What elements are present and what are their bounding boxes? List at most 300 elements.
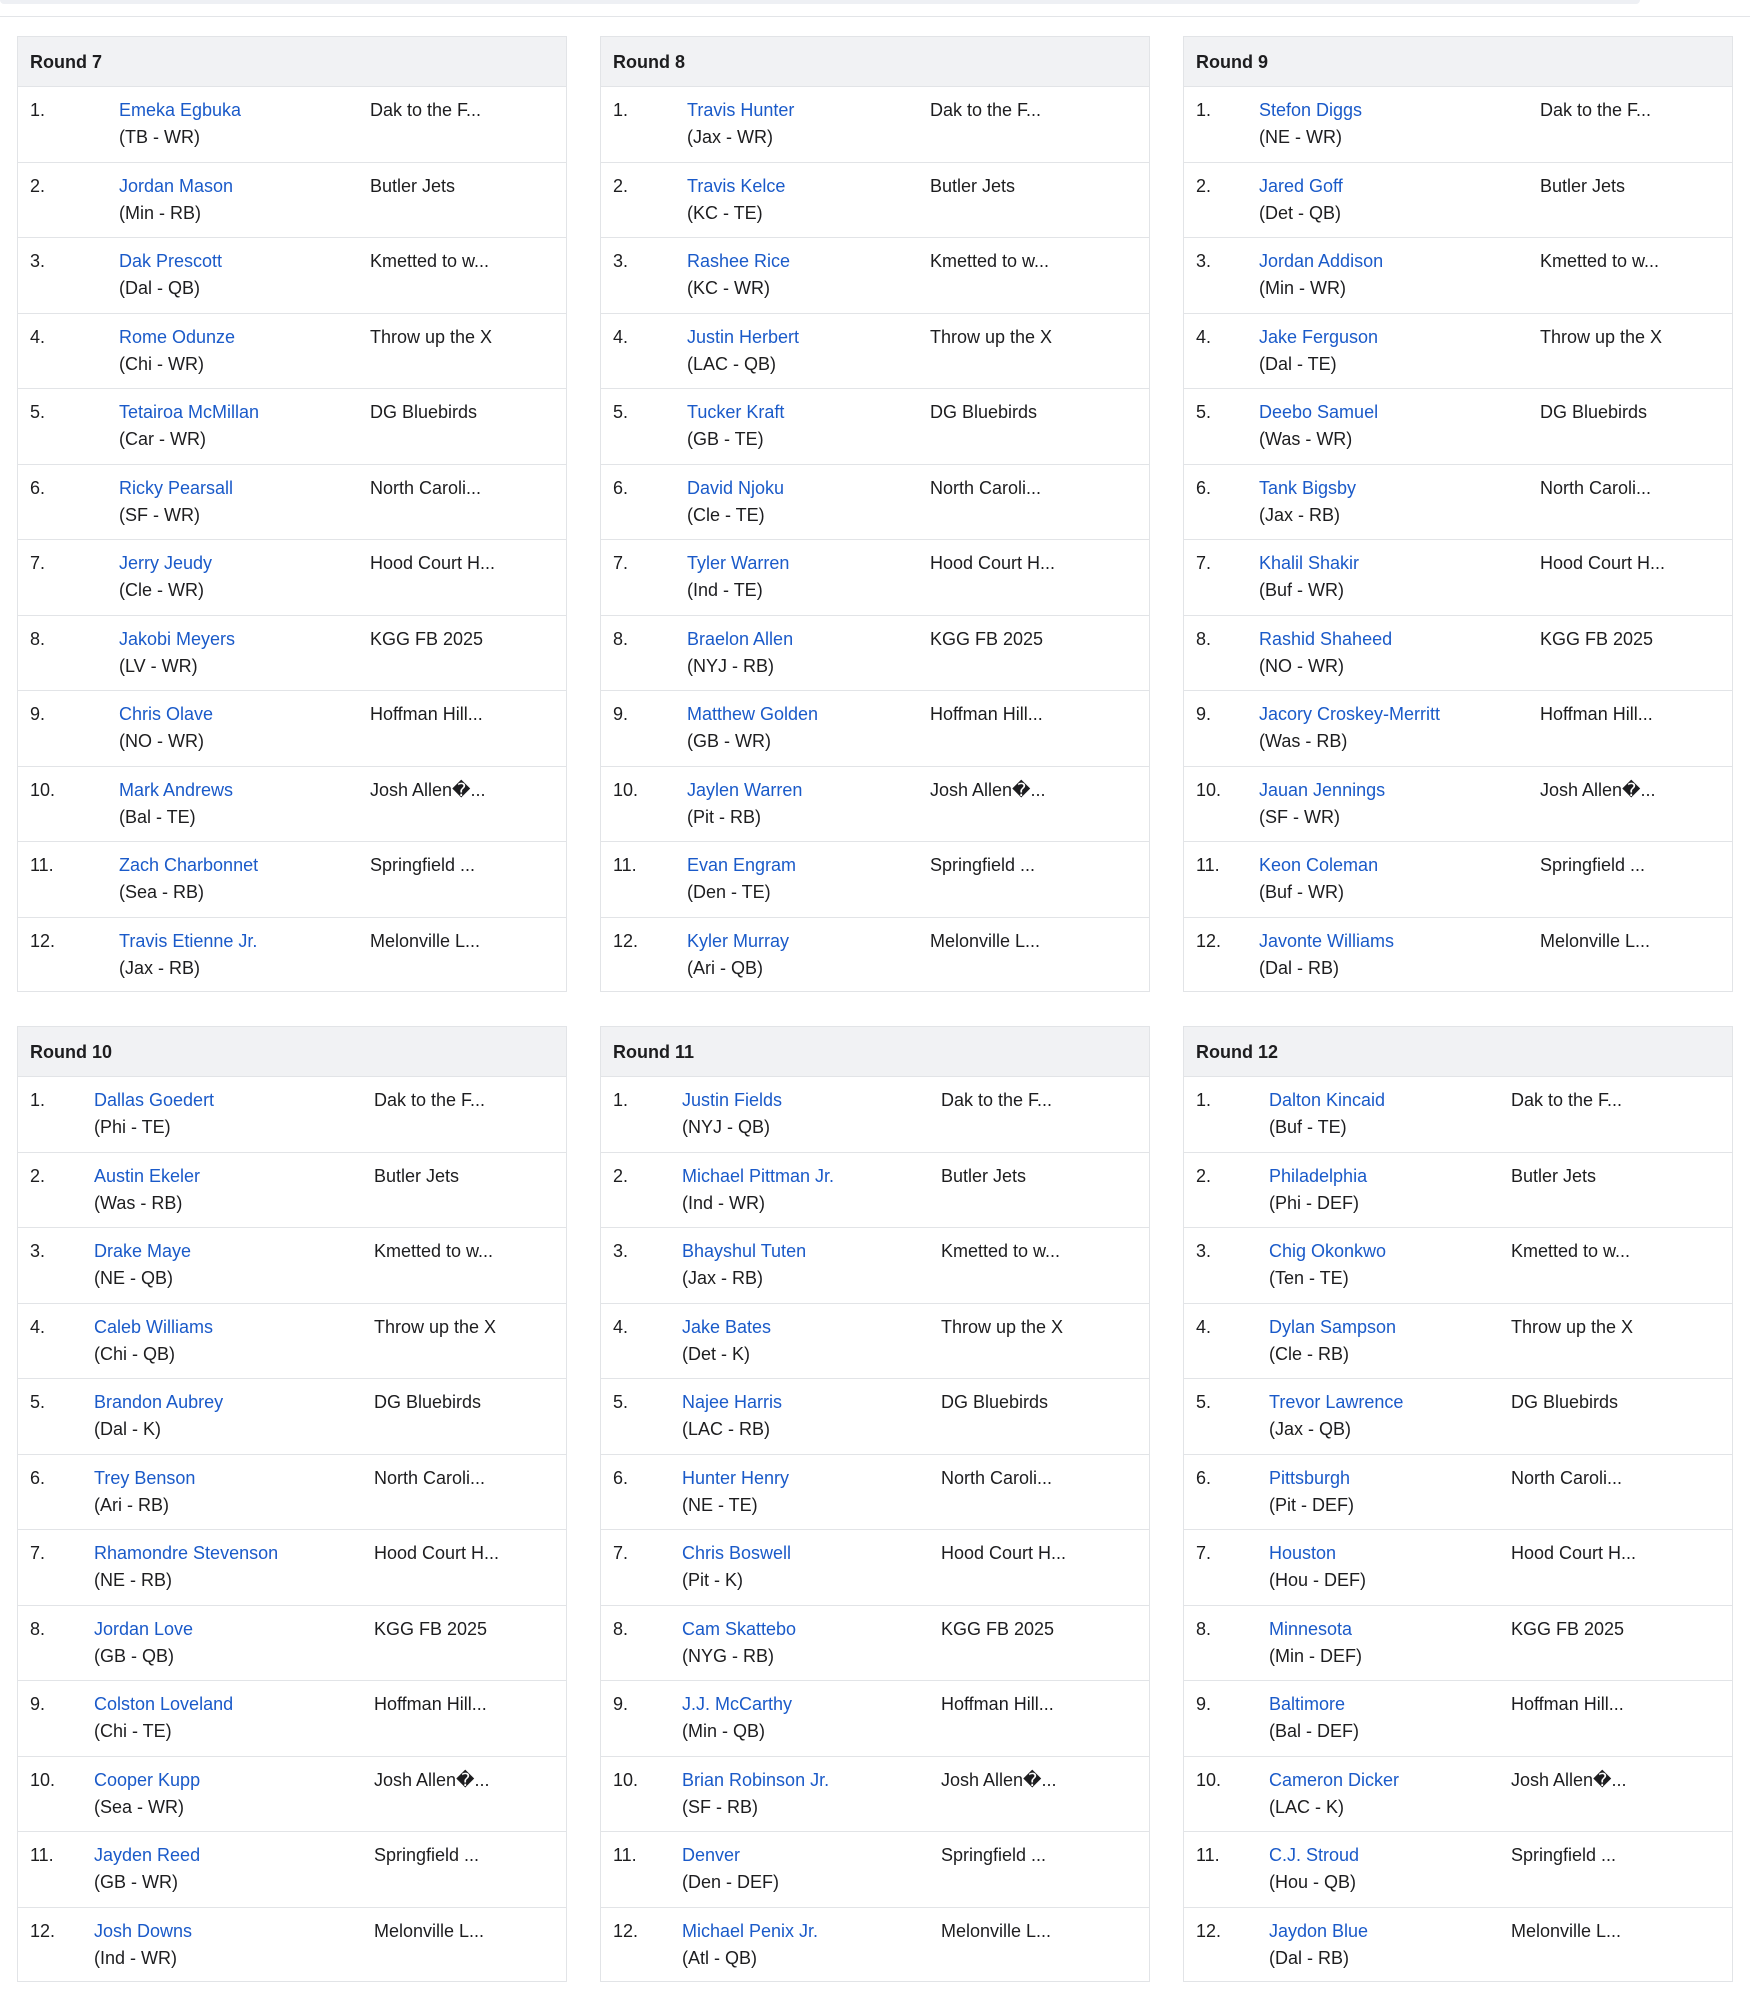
fantasy-team-name: DG Bluebirds [1540, 402, 1648, 422]
player-team-position: (Ten - TE) [1269, 1268, 1349, 1288]
player-link[interactable]: Chris Olave [119, 704, 214, 724]
player-team-position: (GB - TE) [687, 429, 764, 449]
player-link[interactable]: Jaylen Warren [687, 779, 803, 800]
player-link[interactable]: Drake Maye [94, 1241, 192, 1261]
player-team-position: (Jax - QB) [1269, 1419, 1352, 1439]
player-link[interactable]: Minnesota [1269, 1618, 1353, 1639]
fantasy-team-name: Melonville L... [930, 930, 1041, 951]
pick-number: 6. [613, 477, 629, 498]
player-link[interactable]: Deebo Samuel [1259, 402, 1379, 422]
player-team-position: (Was - RB) [1259, 731, 1348, 751]
player-team-position: (Det - K) [682, 1343, 751, 1364]
round-title: Round 9 [1184, 37, 1732, 87]
fantasy-team-name: Dak to the F... [370, 100, 482, 120]
player-link[interactable]: Colston Loveland [94, 1694, 234, 1714]
fantasy-team-name: Kmetted to w... [370, 251, 490, 271]
fantasy-team-name: Butler Jets [374, 1165, 460, 1186]
pick-number: 9. [1196, 1694, 1212, 1714]
pick-row [18, 1379, 566, 1455]
pick-row [18, 1832, 566, 1908]
fantasy-team-name: Throw up the X [1511, 1316, 1634, 1337]
player-team-position: (SF - RB) [682, 1796, 758, 1817]
pick-row [18, 1681, 566, 1757]
fantasy-team-name: Kmetted to w... [941, 1241, 1061, 1261]
player-link[interactable]: Zach Charbonnet [119, 855, 259, 875]
fantasy-team-name: Butler Jets [1540, 175, 1626, 196]
player-link[interactable]: Michael Pittman Jr. [682, 1165, 835, 1186]
round-panel [600, 1026, 1150, 1982]
player-team-position: (Jax - RB) [682, 1268, 763, 1288]
pick-row [18, 389, 566, 465]
player-team-position: (Phi - DEF) [1269, 1192, 1359, 1213]
player-link[interactable]: C.J. Stroud [1269, 1845, 1360, 1865]
pick-row [18, 1530, 566, 1606]
pick-row [18, 1228, 566, 1304]
pick-row [601, 1908, 1149, 1984]
player-team-position: (Sea - WR) [94, 1796, 184, 1817]
fantasy-team-name: DG Bluebirds [930, 402, 1038, 422]
pick-number: 3. [613, 251, 629, 271]
pick-row [1184, 1153, 1732, 1229]
player-team-position: (NO - WR) [1259, 655, 1344, 676]
player-team-position: (Atl - QB) [682, 1947, 757, 1968]
player-link[interactable]: Justin Herbert [687, 326, 800, 347]
pick-row [601, 1228, 1149, 1304]
player-link[interactable]: Josh Downs [94, 1920, 193, 1941]
player-link[interactable]: Michael Penix Jr. [682, 1920, 819, 1941]
pick-row [18, 87, 566, 163]
pick-number: 10. [1196, 779, 1222, 800]
player-link[interactable]: Pittsburgh [1269, 1467, 1351, 1488]
player-link[interactable]: Jake Ferguson [1259, 326, 1379, 347]
player-link[interactable]: Rashid Shaheed [1259, 628, 1393, 649]
player-link[interactable]: Emeka Egbuka [119, 100, 242, 120]
pick-row [18, 918, 566, 994]
player-link[interactable]: Brian Robinson Jr. [682, 1769, 830, 1790]
player-team-position: (Ind - WR) [94, 1947, 177, 1968]
pick-row [18, 1304, 566, 1380]
pick-row [601, 465, 1149, 541]
pick-number: 10. [613, 779, 639, 800]
pick-row [1184, 1228, 1732, 1304]
pick-row [1184, 238, 1732, 314]
player-link[interactable]: Dak Prescott [119, 251, 223, 271]
player-team-position: (LAC - K) [1269, 1796, 1345, 1817]
player-team-position: (Buf - WR) [1259, 580, 1344, 600]
fantasy-team-name: Kmetted to w... [930, 251, 1050, 271]
player-link[interactable]: Jordan Love [94, 1618, 194, 1639]
fantasy-team-name: Hood Court H... [930, 553, 1056, 573]
player-team-position: (Sea - RB) [119, 882, 205, 902]
pick-row [1184, 767, 1732, 843]
player-link[interactable]: Dalton Kincaid [1269, 1090, 1386, 1110]
player-link[interactable]: Ricky Pearsall [119, 477, 234, 498]
fantasy-team-name: Dak to the F... [930, 100, 1042, 120]
fantasy-team-name: Melonville L... [1511, 1920, 1622, 1941]
player-link[interactable]: Cam Skattebo [682, 1618, 797, 1639]
player-link[interactable]: Denver [682, 1845, 741, 1865]
pick-number: 2. [1196, 175, 1212, 196]
fantasy-team-name: Hoffman Hill... [1540, 704, 1653, 724]
pick-number: 2. [30, 175, 46, 196]
player-link[interactable]: Brandon Aubrey [94, 1392, 224, 1412]
pick-number: 7. [1196, 1543, 1212, 1563]
player-link[interactable]: Jacory Croskey-Merritt [1259, 704, 1441, 724]
pick-number: 1. [30, 100, 46, 120]
player-team-position: (NE - RB) [94, 1570, 172, 1590]
fantasy-team-name: Dak to the F... [1511, 1090, 1623, 1110]
fantasy-team-name: Throw up the X [1540, 326, 1663, 347]
player-link[interactable]: Jayden Reed [94, 1845, 201, 1865]
fantasy-team-name: Kmetted to w... [1511, 1241, 1631, 1261]
pick-row [1184, 389, 1732, 465]
pick-row [601, 918, 1149, 994]
pick-number: 4. [30, 326, 46, 347]
player-team-position: (NE - QB) [94, 1268, 173, 1288]
pick-row [1184, 540, 1732, 616]
player-link[interactable]: Jauan Jennings [1259, 779, 1386, 800]
pick-number: 4. [1196, 326, 1212, 347]
pick-number: 4. [30, 1316, 46, 1337]
pick-row [18, 842, 566, 918]
pick-row [601, 1304, 1149, 1380]
fantasy-team-name: Kmetted to w... [374, 1241, 494, 1261]
fantasy-team-name: Hoffman Hill... [1511, 1694, 1624, 1714]
player-link[interactable]: Javonte Williams [1259, 930, 1395, 951]
player-team-position: (Was - WR) [1259, 429, 1353, 449]
pick-number: 4. [613, 1316, 629, 1337]
player-team-position: (Pit - DEF) [1269, 1494, 1354, 1515]
player-team-position: (Det - QB) [1259, 202, 1342, 223]
fantasy-team-name: Throw up the X [370, 326, 493, 347]
player-team-position: (Buf - TE) [1269, 1117, 1347, 1137]
player-link[interactable]: Cameron Dicker [1269, 1769, 1400, 1790]
player-link[interactable]: David Njoku [687, 477, 785, 498]
player-team-position: (NYJ - QB) [682, 1117, 770, 1137]
fantasy-team-name: Melonville L... [1540, 930, 1651, 951]
player-team-position: (Den - DEF) [682, 1872, 780, 1892]
player-team-position: (NE - WR) [1259, 127, 1342, 147]
player-link[interactable]: Tetairoa McMillan [119, 402, 260, 422]
player-team-position: (Dal - K) [94, 1419, 161, 1439]
player-link[interactable]: Chris Boswell [682, 1543, 792, 1563]
round-panel [1183, 36, 1733, 992]
pick-row [1184, 163, 1732, 239]
fantasy-team-name: DG Bluebirds [1511, 1392, 1619, 1412]
player-link[interactable]: Philadelphia [1269, 1165, 1368, 1186]
player-team-position: (LAC - QB) [687, 353, 777, 374]
fantasy-team-name: Springfield ... [930, 855, 1036, 875]
fantasy-team-name: Butler Jets [941, 1165, 1027, 1186]
fantasy-team-name: Hoffman Hill... [941, 1694, 1054, 1714]
fantasy-team-name: Josh Allen�... [374, 1769, 490, 1790]
player-link[interactable]: Kyler Murray [687, 930, 790, 951]
player-team-position: (Cle - RB) [1269, 1343, 1349, 1364]
fantasy-team-name: Hood Court H... [374, 1543, 500, 1563]
fantasy-team-name: KGG FB 2025 [374, 1618, 488, 1639]
fantasy-team-name: Springfield ... [1511, 1845, 1617, 1865]
player-team-position: (Jax - WR) [687, 127, 773, 147]
player-link[interactable]: Chig Okonkwo [1269, 1241, 1387, 1261]
player-team-position: (Dal - RB) [1259, 957, 1339, 978]
pick-number: 3. [1196, 1241, 1212, 1261]
pick-number: 6. [30, 1467, 46, 1488]
player-team-position: (Hou - QB) [1269, 1872, 1357, 1892]
fantasy-team-name: Josh Allen�... [1511, 1769, 1627, 1790]
pick-row [18, 1757, 566, 1833]
fantasy-team-name: Dak to the F... [941, 1090, 1053, 1110]
pick-number: 9. [1196, 704, 1212, 724]
fantasy-team-name: Dak to the F... [374, 1090, 486, 1110]
pick-row [601, 842, 1149, 918]
player-team-position: (Car - WR) [119, 429, 206, 449]
pick-row [18, 616, 566, 692]
pick-number: 12. [1196, 930, 1222, 951]
player-link[interactable]: Tyler Warren [687, 553, 790, 573]
pick-row [601, 1379, 1149, 1455]
player-link[interactable]: Jaydon Blue [1269, 1920, 1369, 1941]
pick-row [601, 314, 1149, 390]
player-team-position: (NE - TE) [682, 1494, 758, 1515]
player-link[interactable]: Jordan Addison [1259, 251, 1384, 271]
fantasy-team-name: Butler Jets [1511, 1165, 1597, 1186]
fantasy-team-name: Throw up the X [941, 1316, 1064, 1337]
player-link[interactable]: Jake Bates [682, 1316, 772, 1337]
pick-number: 5. [1196, 402, 1212, 422]
pick-number: 8. [1196, 628, 1212, 649]
player-link[interactable]: Stefon Diggs [1259, 100, 1363, 120]
player-team-position: (Min - RB) [119, 202, 201, 223]
player-link[interactable]: Rhamondre Stevenson [94, 1543, 279, 1563]
player-link[interactable]: Bhayshul Tuten [682, 1241, 807, 1261]
player-link[interactable]: Jerry Jeudy [119, 553, 213, 573]
fantasy-team-name: Butler Jets [370, 175, 456, 196]
fantasy-team-name: Hood Court H... [941, 1543, 1067, 1563]
player-link[interactable]: Khalil Shakir [1259, 553, 1360, 573]
player-link[interactable]: Dylan Sampson [1269, 1316, 1397, 1337]
pick-number: 7. [30, 1543, 46, 1563]
pick-row [601, 616, 1149, 692]
fantasy-team-name: KGG FB 2025 [1511, 1618, 1625, 1639]
pick-row [601, 389, 1149, 465]
pick-number: 5. [30, 1392, 46, 1412]
player-link[interactable]: Hunter Henry [682, 1467, 790, 1488]
pick-number: 5. [1196, 1392, 1212, 1412]
pick-row [18, 465, 566, 541]
pick-row [1184, 1530, 1732, 1606]
pick-number: 6. [1196, 477, 1212, 498]
fantasy-team-name: Hood Court H... [370, 553, 496, 573]
pick-number: 10. [613, 1769, 639, 1790]
pick-row [601, 163, 1149, 239]
fantasy-team-name: Kmetted to w... [1540, 251, 1660, 271]
player-link[interactable]: Najee Harris [682, 1392, 783, 1412]
player-team-position: (Dal - RB) [1269, 1947, 1349, 1968]
player-team-position: (Bal - DEF) [1269, 1721, 1359, 1741]
pick-number: 1. [1196, 100, 1212, 120]
pick-row [601, 238, 1149, 314]
fantasy-team-name: North Caroli... [1511, 1467, 1623, 1488]
player-team-position: (Ari - RB) [94, 1494, 169, 1515]
pick-row [601, 1153, 1149, 1229]
player-team-position: (Min - WR) [1259, 278, 1346, 298]
player-team-position: (KC - TE) [687, 202, 763, 223]
pick-number: 10. [30, 779, 56, 800]
pick-number: 5. [613, 402, 629, 422]
pick-row [601, 1077, 1149, 1153]
fantasy-team-name: DG Bluebirds [941, 1392, 1049, 1412]
player-link[interactable]: Travis Kelce [687, 175, 786, 196]
pick-row [18, 1153, 566, 1229]
fantasy-team-name: Hoffman Hill... [370, 704, 483, 724]
player-link[interactable]: Baltimore [1269, 1694, 1346, 1714]
fantasy-team-name: DG Bluebirds [370, 402, 478, 422]
fantasy-team-name: KGG FB 2025 [930, 628, 1044, 649]
pick-number: 8. [613, 628, 629, 649]
player-team-position: (Chi - WR) [119, 353, 204, 374]
fantasy-team-name: North Caroli... [930, 477, 1042, 498]
pick-number: 6. [1196, 1467, 1212, 1488]
player-link[interactable]: Jakobi Meyers [119, 628, 236, 649]
fantasy-team-name: Springfield ... [941, 1845, 1047, 1865]
pick-number: 11. [1196, 1845, 1220, 1865]
pick-number: 12. [1196, 1920, 1222, 1941]
fantasy-team-name: Josh Allen�... [941, 1769, 1057, 1790]
round-panel [17, 36, 567, 992]
player-team-position: (Jax - RB) [119, 957, 200, 978]
pick-number: 8. [613, 1618, 629, 1639]
pick-number: 3. [613, 1241, 629, 1261]
player-link[interactable]: Jared Goff [1259, 175, 1343, 196]
pick-row [18, 1077, 566, 1153]
fantasy-team-name: Springfield ... [374, 1845, 480, 1865]
player-link[interactable]: Tank Bigsby [1259, 477, 1357, 498]
fantasy-team-name: Hood Court H... [1540, 553, 1666, 573]
fantasy-team-name: Hood Court H... [1511, 1543, 1637, 1563]
pick-number: 2. [613, 1165, 629, 1186]
player-team-position: (Jax - RB) [1259, 504, 1340, 525]
player-team-position: (Chi - QB) [94, 1343, 175, 1364]
pick-row [18, 314, 566, 390]
pick-number: 2. [1196, 1165, 1212, 1186]
player-link[interactable]: Evan Engram [687, 855, 797, 875]
pick-number: 7. [613, 553, 629, 573]
pick-row [601, 1530, 1149, 1606]
pick-row [601, 767, 1149, 843]
pick-number: 1. [1196, 1090, 1212, 1110]
player-link[interactable]: Dallas Goedert [94, 1090, 215, 1110]
player-team-position: (Den - TE) [687, 882, 771, 902]
pick-number: 11. [30, 855, 54, 875]
fantasy-team-name: Melonville L... [374, 1920, 485, 1941]
pick-row [601, 87, 1149, 163]
player-team-position: (Dal - QB) [119, 278, 200, 298]
player-link[interactable]: Travis Etienne Jr. [119, 930, 258, 951]
pick-row [18, 1606, 566, 1682]
pick-number: 11. [30, 1845, 54, 1865]
player-link[interactable]: Trevor Lawrence [1269, 1392, 1404, 1412]
pick-row [601, 1757, 1149, 1833]
player-link[interactable]: Austin Ekeler [94, 1165, 201, 1186]
player-team-position: (Chi - TE) [94, 1721, 172, 1741]
pick-row [1184, 1304, 1732, 1380]
round-title: Round 11 [601, 1027, 1149, 1077]
fantasy-team-name: Melonville L... [370, 930, 481, 951]
player-link[interactable]: Mark Andrews [119, 779, 234, 800]
pick-row [1184, 1681, 1732, 1757]
player-link[interactable]: Cooper Kupp [94, 1769, 201, 1790]
pick-row [601, 691, 1149, 767]
pick-number: 1. [613, 1090, 629, 1110]
pick-number: 8. [1196, 1618, 1212, 1639]
player-team-position: (TB - WR) [119, 127, 200, 147]
fantasy-team-name: Springfield ... [370, 855, 476, 875]
player-link[interactable]: Braelon Allen [687, 628, 794, 649]
player-link[interactable]: J.J. McCarthy [682, 1694, 793, 1714]
player-team-position: (Pit - RB) [687, 806, 761, 827]
pick-row [18, 767, 566, 843]
player-link[interactable]: Caleb Williams [94, 1316, 214, 1337]
player-team-position: (Min - QB) [682, 1721, 765, 1741]
round-title: Round 10 [18, 1027, 566, 1077]
fantasy-team-name: North Caroli... [1540, 477, 1652, 498]
round-panel [17, 1026, 567, 1982]
player-team-position: (Ind - TE) [687, 580, 763, 600]
pick-number: 8. [30, 1618, 46, 1639]
pick-number: 1. [30, 1090, 46, 1110]
pick-row [18, 540, 566, 616]
player-link[interactable]: Matthew Golden [687, 704, 819, 724]
player-team-position: (GB - QB) [94, 1645, 174, 1666]
pick-row [1184, 842, 1732, 918]
fantasy-team-name: North Caroli... [374, 1467, 486, 1488]
pick-number: 7. [1196, 553, 1212, 573]
player-link[interactable]: Rashee Rice [687, 251, 791, 271]
player-link[interactable]: Houston [1269, 1543, 1337, 1563]
player-link[interactable]: Tucker Kraft [687, 402, 785, 422]
pick-number: 1. [613, 100, 629, 120]
pick-number: 6. [30, 477, 46, 498]
pick-number: 3. [30, 251, 46, 271]
pick-row [1184, 1077, 1732, 1153]
player-team-position: (KC - WR) [687, 278, 770, 298]
pick-row [1184, 1908, 1732, 1984]
player-link[interactable]: Jordan Mason [119, 175, 234, 196]
pick-number: 9. [613, 704, 629, 724]
pick-row [601, 540, 1149, 616]
round-panel [600, 36, 1150, 992]
player-link[interactable]: Rome Odunze [119, 326, 236, 347]
player-team-position: (SF - WR) [1259, 806, 1340, 827]
fantasy-team-name: Hoffman Hill... [374, 1694, 487, 1714]
player-link[interactable]: Travis Hunter [687, 100, 795, 120]
fantasy-team-name: Josh Allen�... [930, 779, 1046, 800]
pick-row [18, 163, 566, 239]
player-team-position: (Phi - TE) [94, 1117, 171, 1137]
player-team-position: (GB - WR) [94, 1872, 178, 1892]
pick-row [601, 1606, 1149, 1682]
player-team-position: (GB - WR) [687, 731, 771, 751]
pick-number: 9. [30, 704, 46, 724]
player-link[interactable]: Keon Coleman [1259, 855, 1379, 875]
pick-number: 7. [30, 553, 46, 573]
pick-row [1184, 1832, 1732, 1908]
player-link[interactable]: Justin Fields [682, 1090, 783, 1110]
player-team-position: (Was - RB) [94, 1192, 183, 1213]
player-team-position: (Cle - TE) [687, 504, 765, 525]
player-link[interactable]: Trey Benson [94, 1467, 196, 1488]
pick-row [1184, 1757, 1732, 1833]
